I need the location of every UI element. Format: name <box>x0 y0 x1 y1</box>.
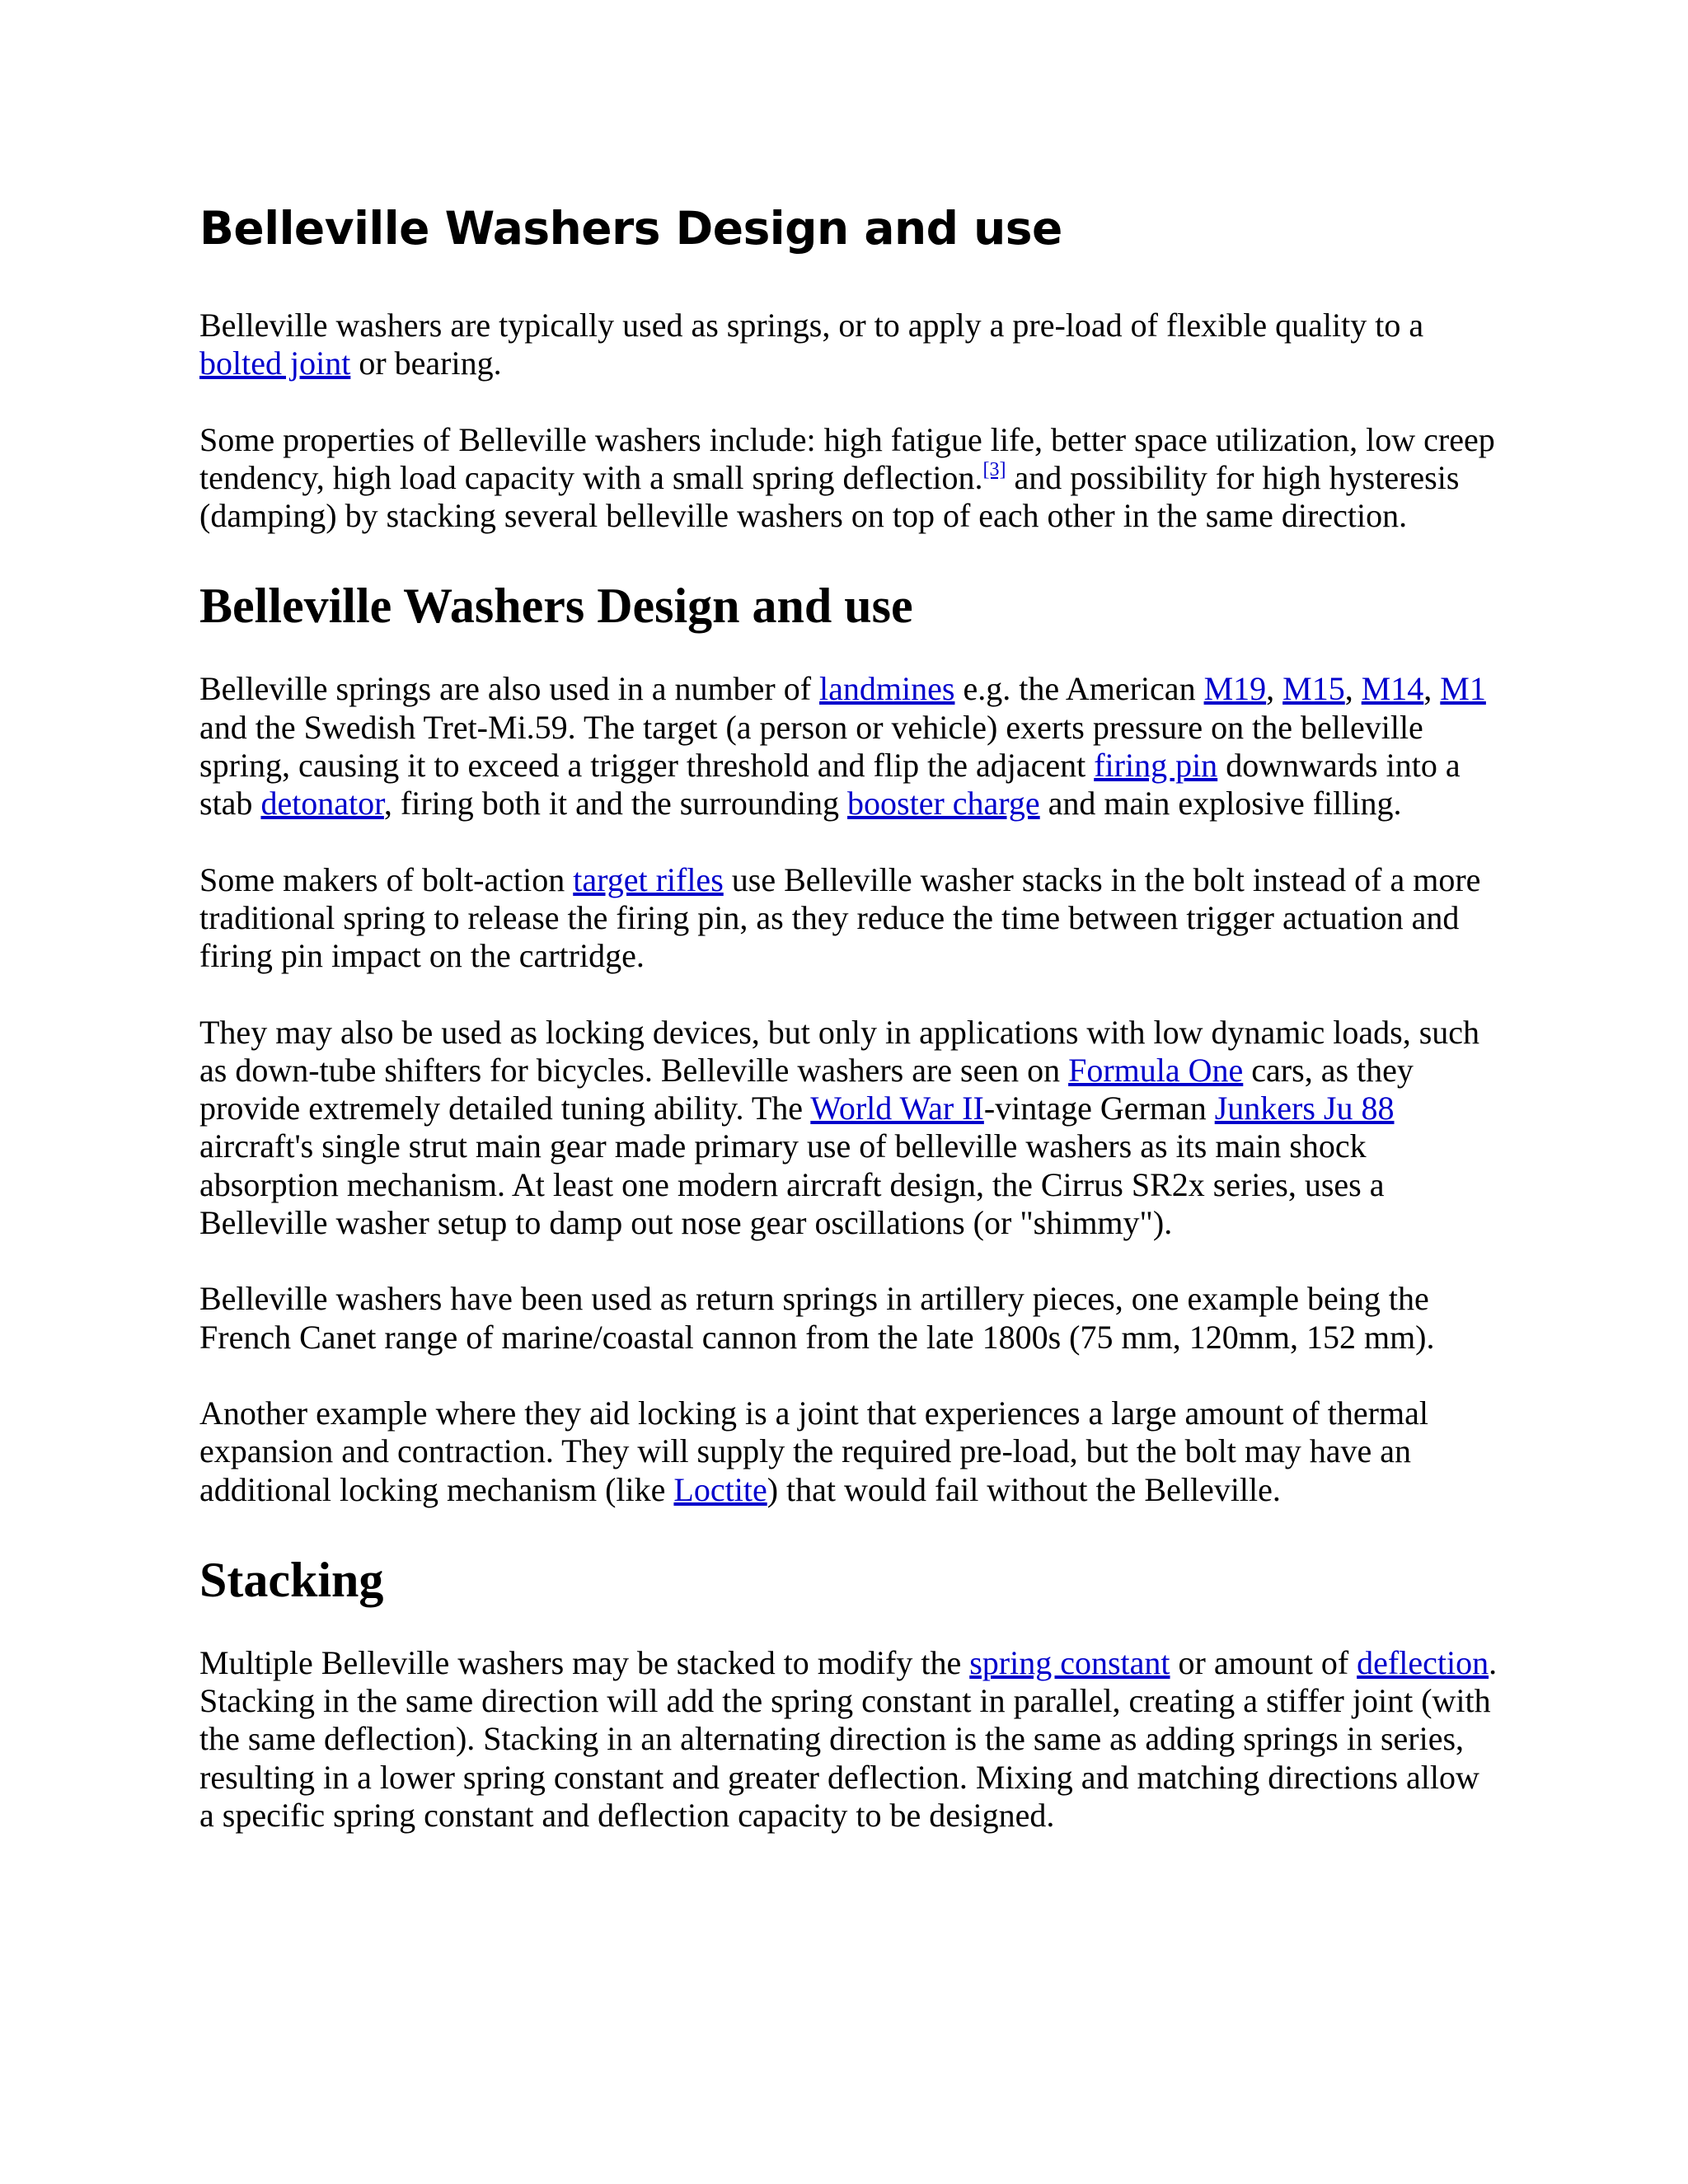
text-run: and possibility for high hysteresis (damping) by stacking several belleville washers on top of each other in the same direction. <box>199 458 1460 535</box>
reference-link-3[interactable]: [3] <box>982 458 1006 480</box>
link-spring-constant[interactable]: spring constant <box>969 1643 1170 1681</box>
text-run: Belleville springs are also used in a number of <box>199 670 820 708</box>
link-world-war-ii[interactable]: World War II <box>810 1090 984 1127</box>
text-run: They may also be used as locking devices, but only in applications with low dynamic loads, such as down-tube shifters for bicycles. Belleville washers are seen on <box>199 1013 1480 1089</box>
text-run: or bearing. <box>350 344 502 382</box>
text-run: , <box>1423 670 1441 708</box>
design-paragraph-2 <box>199 861 1502 976</box>
link-m1[interactable]: M1 <box>1440 670 1486 708</box>
text-run: downwards into a stab <box>199 747 1461 823</box>
text-run: Another example where they aid locking is a joint that experiences a large amount of thermal expansion and contraction. They will supply the required pre-load, but the bolt may have an additional locking mechanism (like <box>199 1394 1428 1508</box>
text-run: . Stacking in the same direction will add the spring constant in parallel, creating a stiffer joint (with the same deflection). Stacking in an alternating direction is the same as adding springs in series, resulting in a lower spring constant and greater deflection. Mixing and matching directions allow a specific spring constant and deflection capacity to be designed. <box>199 1643 1498 1835</box>
text-run: aircraft's single strut main gear made primary use of belleville washers as its main shock absorption mechanism. At least one modern aircraft design, the Cirrus SR2x series, uses a Belleville washer setup to damp out nose gear oscillations (or "shimmy"). <box>199 1127 1385 1242</box>
link-firing-pin[interactable]: firing pin <box>1094 747 1218 785</box>
text-run: ) that would fail without the Belleville. <box>767 1470 1281 1508</box>
design-paragraph-4 <box>199 1280 1502 1357</box>
section-heading-stacking: Stacking <box>199 1552 384 1607</box>
link-junkers-ju-88[interactable]: Junkers Ju 88 <box>1214 1090 1395 1127</box>
link-bolted-joint[interactable]: bolted joint <box>199 344 351 382</box>
text-run: Belleville washers are typically used as springs, or to apply a pre-load of flexible quality to a <box>199 307 1424 344</box>
link-m15[interactable]: M15 <box>1282 670 1345 708</box>
link-deflection[interactable]: deflection <box>1357 1643 1489 1681</box>
text-run: -vintage German <box>983 1090 1215 1127</box>
text-run: and the Swedish Tret-Mi.59. The target (a person or vehicle) exerts pressure on the belleville spring, causing it to exceed a trigger threshold and flip the adjacent <box>199 708 1423 785</box>
text-run: Multiple Belleville washers may be stacked to modify the <box>199 1643 970 1681</box>
link-landmines[interactable]: landmines <box>819 670 955 708</box>
text-run: e.g. the American <box>954 670 1204 708</box>
section-heading-design: Belleville Washers Design and use <box>199 579 913 634</box>
intro-paragraph-1 <box>199 307 1502 383</box>
text-run: , <box>1266 670 1283 708</box>
design-paragraph-5 <box>199 1394 1502 1509</box>
stacking-paragraph-1 <box>199 1644 1502 1835</box>
text-run: use Belleville washer stacks in the bolt instead of a more traditional spring to release the firing pin, as they reduce the time between trigger actuation and firing pin impact on the cartridge. <box>199 860 1481 975</box>
text-run: or amount of <box>1170 1643 1357 1681</box>
document-body <box>199 198 1502 1872</box>
link-formula-one[interactable]: Formula One <box>1068 1051 1244 1089</box>
link-m14[interactable]: M14 <box>1361 670 1424 708</box>
link-m19[interactable]: M19 <box>1203 670 1267 708</box>
page-title: Belleville Washers Design and use <box>199 202 1062 255</box>
link-loctite[interactable]: Loctite <box>673 1470 767 1508</box>
link-booster-charge[interactable]: booster charge <box>847 785 1040 823</box>
design-paragraph-1 <box>199 670 1502 823</box>
text-run: , firing both it and the surrounding <box>383 785 848 823</box>
text-run: cars, as they provide extremely detailed tuning ability. The <box>199 1051 1414 1127</box>
text-run: Belleville washers have been used as return springs in artillery pieces, one example being the French Canet range of marine/coastal cannon from the late 1800s (75 mm, 120mm, 152 mm). <box>199 1280 1435 1356</box>
text-run: , <box>1344 670 1362 708</box>
text-run: and main explosive filling. <box>1039 785 1402 823</box>
design-paragraph-3 <box>199 1014 1502 1243</box>
link-detonator[interactable]: detonator <box>260 785 384 823</box>
text-run: Some makers of bolt-action <box>199 860 574 898</box>
intro-paragraph-2 <box>199 421 1502 536</box>
text-run: Some properties of Belleville washers include: high fatigue life, better space utilization, low creep tendency, high load capacity with a small spring deflection. <box>199 420 1495 496</box>
link-target-rifles[interactable]: target rifles <box>573 860 724 898</box>
